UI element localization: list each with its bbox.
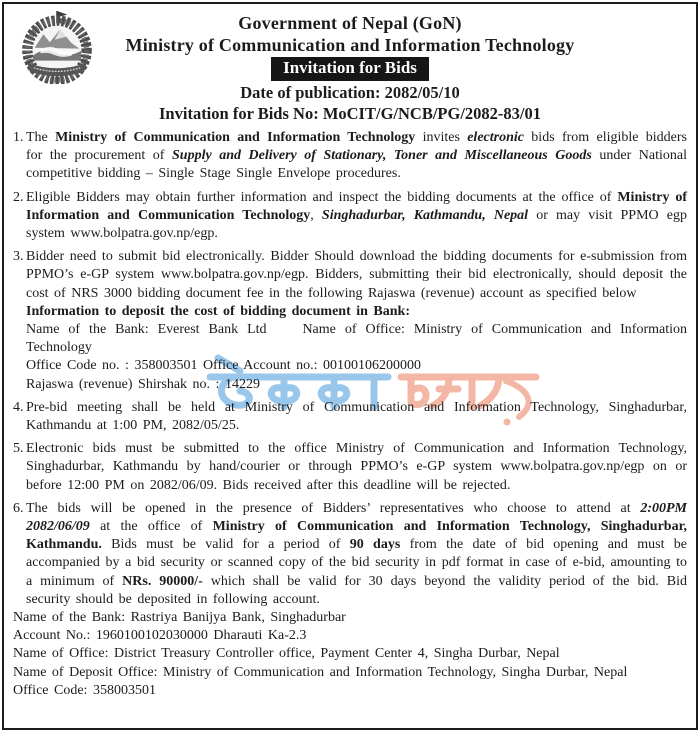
detail-line bbox=[26, 357, 687, 375]
notice-content bbox=[13, 9, 687, 700]
text-segment: Information to deposit the cost of bidding document in Bank: bbox=[26, 303, 410, 319]
text-segment: Electronic bids must be submitted to the office Ministry of Communication and Information Technology, Singhadurbar, Kathmandu by hand/courier or through PPMO’s e-GP system www.bolpatra.gov.np/egp on or before 12:00 PM on 2082/06/09. Bids received after this deadline will be rejected. bbox=[26, 441, 687, 493]
text-segment: 2:00PM 2082/06/09 bbox=[26, 500, 687, 535]
ministry-title: Ministry of Communication and Information Technology bbox=[125, 35, 575, 55]
text-segment: The bids will be opened in the presence of Bidders’ representatives who choose to attend at bbox=[26, 500, 641, 516]
item-number: 2. bbox=[13, 189, 24, 205]
bid-item-6 bbox=[13, 500, 687, 700]
detail-line bbox=[13, 627, 687, 645]
text-segment: Rajaswa (revenue) Shirshak no. : 14229 bbox=[26, 376, 260, 392]
bid-item-4 bbox=[13, 399, 687, 435]
item-number: 5. bbox=[13, 441, 24, 457]
text-segment: Ministry of Communication and Information Technology bbox=[55, 130, 416, 145]
text-segment: Office Code no. : 358003501 Office Account no.: 00100106200000 bbox=[26, 358, 421, 374]
text-segment: NRs. 90000/- bbox=[122, 573, 203, 589]
text-segment: Supply and Delivery of Stationary, Toner and Miscellaneous Goods bbox=[172, 148, 592, 164]
bid-item-3 bbox=[13, 248, 687, 394]
text-segment: , bbox=[310, 207, 322, 223]
text-segment: Name of the Bank: Rastriya Banijya Bank, Singhadurbar bbox=[13, 610, 346, 626]
text-segment: Name of Deposit Office: Ministry of Communication and Information Technology, Singha Durbar, Nepal bbox=[13, 664, 628, 680]
government-title: Government of Nepal (GoN) bbox=[238, 13, 462, 33]
item-number: 3. bbox=[13, 249, 24, 265]
item-number: 6. bbox=[13, 500, 24, 516]
text-segment: under National competitive bidding – Single Stage Single Envelope procedures. bbox=[26, 148, 687, 182]
text-segment: which shall be valid for 30 days beyond the validity period of the bid. Bid security should be deposited in following account. bbox=[26, 573, 688, 607]
bid-notice-document bbox=[2, 2, 698, 730]
notice-header bbox=[13, 9, 687, 124]
detail-line bbox=[13, 682, 687, 700]
bid-number-line: Invitation for Bids No: MoCIT/G/NCB/PG/2082-83/01 bbox=[159, 104, 541, 123]
text-segment: or may visit PPMO egp system www.bolpatra.gov.np/egp. bbox=[26, 207, 688, 242]
bid-item-1 bbox=[13, 129, 687, 184]
detail-line bbox=[26, 303, 687, 321]
text-segment: The bbox=[26, 130, 56, 145]
item-paragraph bbox=[26, 500, 687, 609]
item-paragraph bbox=[26, 189, 687, 244]
bid-item-2 bbox=[13, 189, 687, 244]
text-segment: invites bbox=[415, 130, 468, 145]
text-segment: Bids must be valid for a period of bbox=[101, 537, 350, 553]
detail-line bbox=[13, 664, 687, 682]
text-segment: Bidder need to submit bid electronically. Bidder Should download the bidding documents for e-submission from PPMO’s e-GP system www.bolpatra.gov.np/egp. Bidders, submitting their bid electronically, should deposit the cost of NRS 3000 bidding document fee in the following Rajaswa (revenue) account as specified below bbox=[26, 249, 687, 301]
text-segment: Name of the Bank: Everest Bank Ltd Name of Office: Ministry of Communication and Information Technology bbox=[26, 322, 687, 356]
text-segment: from the date of bid opening and must be accompanied by a bid security or scanned copy of the bid security in pdf format in case of e-bid, amounting to a minimum of bbox=[26, 537, 687, 589]
publication-date-line: Date of publication: 2082/05/10 bbox=[240, 83, 460, 102]
text-segment: 90 days bbox=[349, 537, 401, 553]
text-segment: Eligible Bidders may obtain further information and inspect the bidding documents at the office of bbox=[26, 189, 618, 205]
text-segment: Pre-bid meeting shall be held at Ministry of Communication and Information Technology, Singhadurbar, Kathmandu at 1:00 PM, 2082/05/25. bbox=[26, 399, 687, 434]
item-paragraph bbox=[26, 129, 687, 184]
bid-item-5 bbox=[13, 440, 687, 495]
bid-items-list bbox=[13, 129, 687, 700]
item-number: 1. bbox=[13, 130, 24, 145]
item-paragraph bbox=[26, 440, 687, 495]
text-segment: Name of Office: District Treasury Controller office, Payment Center 4, Singha Durbar, Nepal bbox=[13, 646, 560, 662]
nepal-government-emblem-icon bbox=[17, 10, 97, 84]
detail-line bbox=[13, 609, 687, 627]
item-number: 4. bbox=[13, 399, 24, 415]
badge-row bbox=[13, 57, 687, 81]
text-segment: electronic bbox=[467, 130, 524, 145]
text-segment: Ministry of Information and Communication Technology bbox=[26, 189, 688, 223]
detail-line bbox=[26, 376, 687, 394]
invitation-for-bids-badge: Invitation for Bids bbox=[271, 57, 429, 81]
text-segment: Ministry of Communication and Information Technology, Singhadurbar, Kathmandu. bbox=[26, 519, 688, 553]
text-segment: Singhadurbar, Kathmandu, Nepal bbox=[321, 207, 529, 223]
text-segment: bids from eligible bidders for the procurement of bbox=[26, 130, 687, 164]
detail-line bbox=[13, 645, 687, 663]
item-paragraph bbox=[26, 399, 687, 435]
detail-line bbox=[26, 321, 687, 357]
text-segment: Account No.: 1960100102030000 Dharauti Ka-2.3 bbox=[13, 628, 307, 644]
text-segment: at the office of bbox=[89, 519, 213, 535]
text-segment: Office Code: 358003501 bbox=[13, 682, 156, 698]
item-paragraph bbox=[26, 248, 687, 303]
